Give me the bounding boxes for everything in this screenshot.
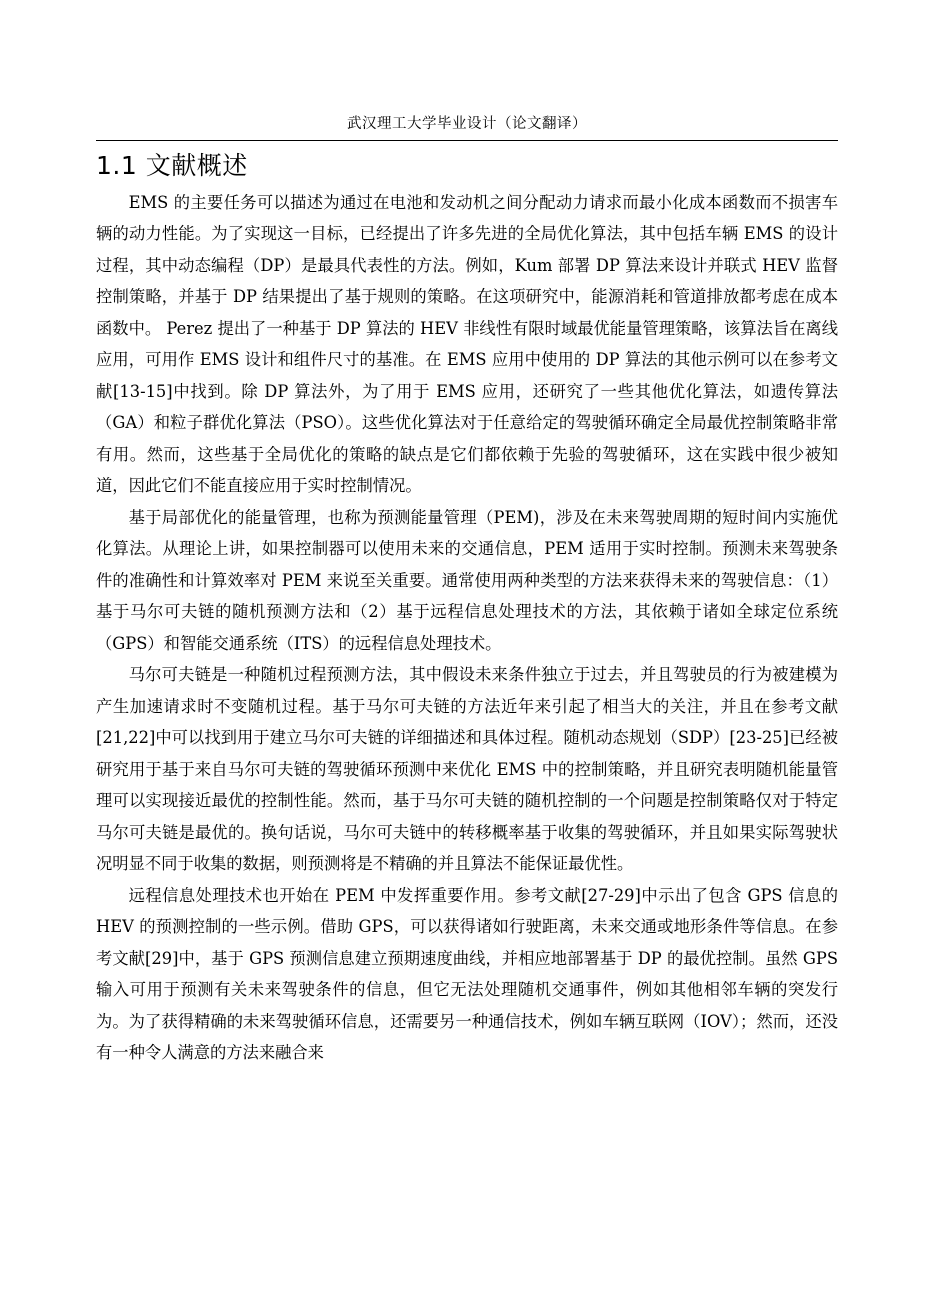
- paragraph-4: 远程信息处理技术也开始在 PEM 中发挥重要作用。参考文献[27-29]中示出了包含 GPS 信息的 HEV 的预测控制的一些示例。借助 GPS，可以获得诸如行驶距离，未来交通或地形条件等信息。在参考文献[29]中，基于 GPS 预测信息建立预期速度曲线，并相应地部署基于 DP 的最优控制。虽然 GPS 输入可用于预测有关未来驾驶条件的信息，但它无法处理随机交通事件，例如其他相邻车辆的突发行为。为了获得精确的未来驾驶循环信息，还需要另一种通信技术，例如车辆互联网（IOV）；然而，还没有一种令人满意的方法来融合来: [96, 885, 838, 1063]
- section-heading: 1.1 文献概述: [96, 151, 248, 180]
- paragraph-2: 基于局部优化的能量管理，也称为预测能量管理（PEM)，涉及在未来驾驶周期的短时间内实施优化算法。从理论上讲，如果控制器可以使用未来的交通信息，PEM 适用于实时控制。预测未来驾驶条件的准确性和计算效率对 PEM 来说至关重要。通常使用两种类型的方法来获得未来的驾驶信息：（1）基于马尔可夫链的随机预测方法和（2）基于远程信息处理技术的方法，其依赖于诸如全球定位系统（GPS）和智能交通系统（ITS）的远程信息处理技术。: [96, 507, 838, 653]
- paragraph-1: EMS 的主要任务可以描述为通过在电池和发动机之间分配动力请求而最小化成本函数而不损害车辆的动力性能。为了实现这一目标，已经提出了许多先进的全局优化算法，其中包括车辆 EMS 的设计过程，其中动态编程（DP）是最具代表性的方法。例如，Kum 部署 DP 算法来设计并联式 HEV 监督控制策略，并基于 DP 结果提出了基于规则的策略。在这项研究中，能源消耗和管道排放都考虑在成本函数中。 Perez 提出了一种基于 DP 算法的 HEV 非线性有限时域最优能量管理策略，该算法旨在离线应用，可用作 EMS 设计和组件尺寸的基准。在 EMS 应用中使用的 DP 算法的其他示例可以在参考文献[13-15]中找到。除 DP 算法外，为了用于 EMS 应用，还研究了一些其他优化算法，如遗传算法（GA）和粒子群优化算法（PSO）。这些优化算法对于任意给定的驾驶循环确定全局最优控制策略非常有用。然而，这些基于全局优化的策略的缺点是它们都依赖于先验的驾驶循环，这在实践中很少被知道，因此它们不能直接应用于实时控制情况。: [96, 192, 838, 496]
- page-content: [96, 0, 838, 1069]
- running-header: 武汉理工大学毕业设计（论文翻译）: [347, 116, 587, 132]
- header-divider: [96, 140, 838, 141]
- paragraph-3: 马尔可夫链是一种随机过程预测方法，其中假设未来条件独立于过去，并且驾驶员的行为被建模为产生加速请求时不变随机过程。基于马尔可夫链的方法近年来引起了相当大的关注，并且在参考文献[21,22]中可以找到用于建立马尔可夫链的详细描述和具体过程。随机动态规划（SDP）[23-25]已经被研究用于基于来自马尔可夫链的驾驶循环预测中来优化 EMS 中的控制策略，并且研究表明随机能量管理可以实现接近最优的控制性能。然而，基于马尔可夫链的随机控制的一个问题是控制策略仅对于特定马尔可夫链是最优的。换句话说，马尔可夫链中的转移概率基于收集的驾驶循环，并且如果实际驾驶状况明显不同于收集的数据，则预测将是不精确的并且算法不能保证最优性。: [96, 665, 838, 874]
